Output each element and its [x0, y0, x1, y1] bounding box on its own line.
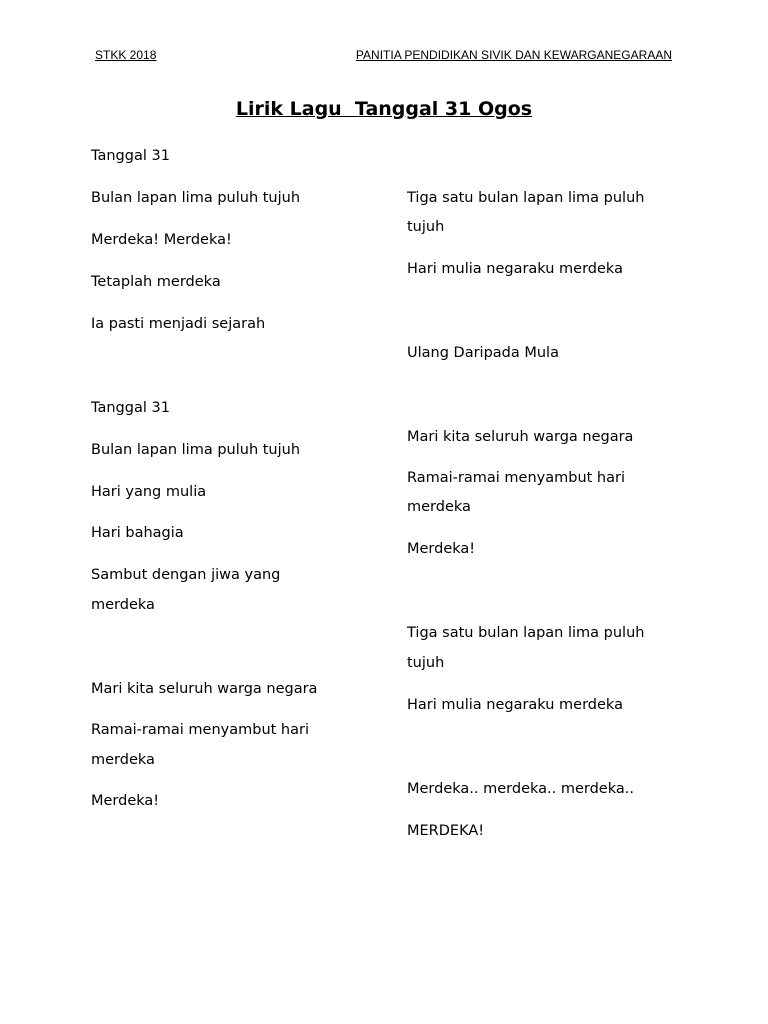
lyric-line: Tiga satu bulan lapan lima puluh [407, 625, 645, 641]
lyric-line: merdeka [407, 499, 471, 515]
lyric-line: Bulan lapan lima puluh tujuh [91, 442, 301, 458]
lyric-line: Bulan lapan lima puluh tujuh [91, 190, 301, 206]
lyric-line: Merdeka! [407, 541, 476, 557]
page-title: Lirik Lagu Tanggal 31 Ogos [235, 98, 533, 120]
lyric-line: Tiga satu bulan lapan lima puluh [407, 190, 645, 206]
lyric-line: Sambut dengan jiwa yang [91, 567, 281, 583]
lyric-line: Tanggal 31 [91, 400, 170, 416]
lyric-line: Ia pasti menjadi sejarah [91, 316, 266, 332]
lyric-line: Hari mulia negaraku merdeka [407, 697, 623, 713]
lyric-line: merdeka [91, 597, 155, 613]
lyric-line: Merdeka! [91, 793, 160, 809]
header-committee: PANITIA PENDIDIKAN SIVIK DAN KEWARGANEGARAAN [355, 48, 672, 62]
lyric-line: Ulang Daripada Mula [407, 345, 559, 361]
lyric-line: Hari bahagia [91, 525, 184, 541]
lyric-line: Tanggal 31 [91, 148, 170, 164]
lyric-line: Ramai-ramai menyambut hari [407, 470, 625, 486]
lyric-line: Mari kita seluruh warga negara [407, 429, 634, 445]
lyric-line: Ramai-ramai menyambut hari [91, 722, 309, 738]
lyric-line: Merdeka! Merdeka! [91, 232, 232, 248]
lyric-line: Mari kita seluruh warga negara [91, 681, 318, 697]
lyric-line: merdeka [91, 752, 155, 768]
header-school-code: STKK 2018 [95, 48, 157, 62]
lyric-line: Hari yang mulia [91, 484, 207, 500]
lyric-line: Tetaplah merdeka [91, 274, 221, 290]
lyric-line: Hari mulia negaraku merdeka [407, 261, 623, 277]
lyric-line: tujuh [407, 655, 445, 671]
lyric-line: MERDEKA! [407, 823, 485, 839]
lyric-line: Merdeka.. merdeka.. merdeka.. [407, 781, 634, 797]
lyric-line: tujuh [407, 219, 445, 235]
